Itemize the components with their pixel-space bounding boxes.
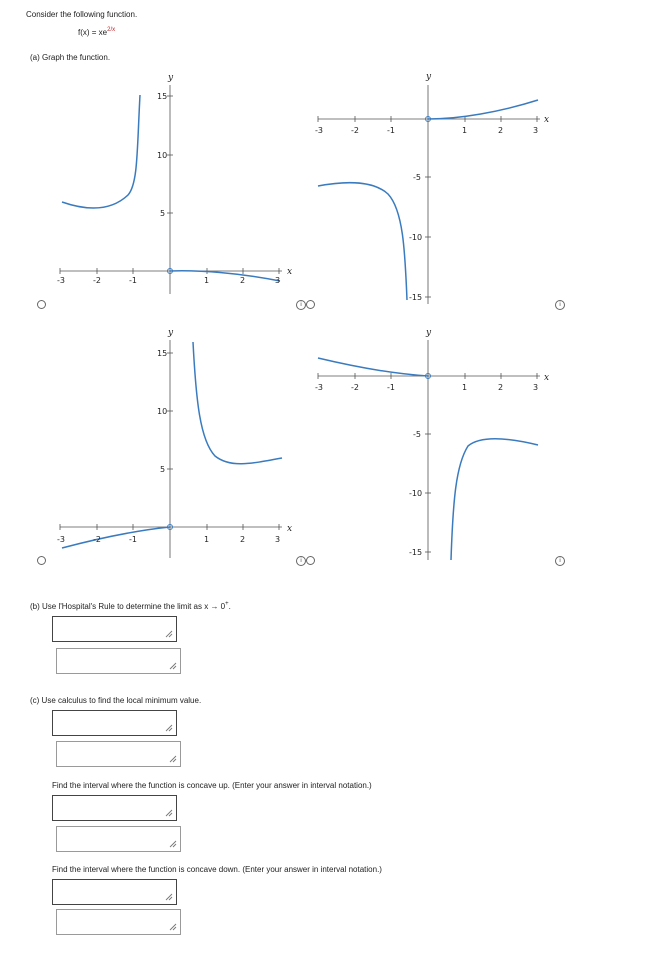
- function-definition: [78, 28, 115, 37]
- concave-up-input[interactable]: [52, 795, 177, 821]
- info-icon[interactable]: i: [555, 300, 565, 310]
- concave-down-prompt: Find the interval where the function is concave down. (Enter your answer in interval notation.): [52, 865, 382, 874]
- graph-top-left-radio[interactable]: [37, 300, 46, 309]
- resize-handle-icon[interactable]: [165, 724, 173, 732]
- resize-handle-icon[interactable]: [165, 809, 173, 817]
- resize-handle-icon[interactable]: [169, 755, 177, 763]
- answer-input[interactable]: [56, 648, 181, 674]
- y-tick-label: -15: [409, 293, 423, 302]
- axes: [318, 340, 540, 560]
- part-b-label: [30, 602, 231, 611]
- y-tick-label: -5: [413, 430, 421, 439]
- concave-down-input[interactable]: [56, 909, 181, 935]
- curve: [451, 439, 538, 560]
- info-icon[interactable]: i: [296, 300, 306, 310]
- x-axis-label: x: [544, 373, 550, 383]
- graph-bottom-right: [310, 325, 560, 565]
- x-tick-label: 1: [462, 383, 468, 392]
- axes: [60, 340, 282, 558]
- curve: [318, 358, 428, 376]
- x-tick-label: -1: [387, 383, 395, 392]
- x-tick-label: 2: [498, 126, 504, 135]
- part-a-label: (a) Graph the function.: [30, 53, 111, 62]
- axes: [60, 85, 282, 294]
- curve: [62, 527, 170, 548]
- x-tick-label: -3: [57, 276, 65, 285]
- x-tick-label: -3: [315, 126, 323, 135]
- resize-handle-icon[interactable]: [169, 923, 177, 931]
- x-tick-label: 3: [533, 126, 539, 135]
- graph-top-right: [310, 70, 560, 305]
- y-axis-label: y: [168, 73, 174, 83]
- curve: [170, 271, 280, 281]
- x-tick-label: -3: [315, 383, 323, 392]
- x-tick-label: 1: [204, 276, 210, 285]
- y-tick-label: 15: [157, 349, 168, 358]
- y-tick-label: -10: [409, 489, 423, 498]
- x-axis-label: x: [544, 115, 550, 125]
- part-b-label-sup: +: [225, 601, 229, 607]
- graph-bottom-left-radio[interactable]: [37, 556, 46, 565]
- y-tick-label: 10: [157, 151, 168, 160]
- curve: [428, 100, 538, 119]
- part-b-label-text: (b) Use l'Hospital's Rule to determine the limit as x → 0: [30, 602, 226, 611]
- x-tick-label: 2: [240, 535, 246, 544]
- part-b-label-end: .: [228, 602, 231, 611]
- x-tick-label: -2: [93, 276, 101, 285]
- info-icon[interactable]: i: [296, 556, 306, 566]
- x-tick-label: 2: [498, 383, 504, 392]
- y-tick-label: 5: [160, 209, 166, 218]
- curve: [193, 342, 282, 464]
- x-tick-label: -1: [129, 276, 137, 285]
- y-tick-label: -10: [409, 233, 423, 242]
- y-axis-label: y: [168, 328, 174, 338]
- x-tick-label: -2: [351, 126, 359, 135]
- x-tick-label: 2: [240, 276, 246, 285]
- y-axis-label: y: [426, 72, 432, 82]
- x-tick-label: 1: [204, 535, 210, 544]
- y-tick-label: 5: [160, 465, 166, 474]
- resize-handle-icon[interactable]: [169, 840, 177, 848]
- curve: [62, 95, 140, 208]
- info-icon[interactable]: i: [555, 556, 565, 566]
- x-tick-label: -2: [93, 535, 101, 544]
- graph-bottom-left: [40, 325, 300, 560]
- graph-top-left: [40, 70, 300, 300]
- resize-handle-icon[interactable]: [165, 893, 173, 901]
- x-tick-label: -3: [57, 535, 65, 544]
- x-axis-label: x: [287, 524, 293, 534]
- y-tick-label: 10: [157, 407, 168, 416]
- x-tick-label: 3: [533, 383, 539, 392]
- y-tick-label: 15: [157, 92, 168, 101]
- answer-input[interactable]: [52, 616, 177, 642]
- x-tick-label: -1: [387, 126, 395, 135]
- x-tick-label: 1: [462, 126, 468, 135]
- x-tick-label: -2: [351, 383, 359, 392]
- question-intro: Consider the following function.: [26, 10, 138, 19]
- local-min-input[interactable]: [56, 741, 181, 767]
- function-lhs: f(x) = xe: [78, 28, 108, 37]
- resize-handle-icon[interactable]: [165, 630, 173, 638]
- x-axis-label: x: [287, 267, 293, 277]
- axes: [318, 85, 540, 304]
- x-tick-label: 3: [275, 276, 281, 285]
- concave-down-input[interactable]: [52, 879, 177, 905]
- part-c-label: (c) Use calculus to find the local minimum value.: [30, 696, 202, 705]
- y-tick-label: -5: [413, 173, 421, 182]
- resize-handle-icon[interactable]: [169, 662, 177, 670]
- curve: [318, 183, 407, 300]
- x-tick-label: -1: [129, 535, 137, 544]
- concave-up-prompt: Find the interval where the function is concave up. (Enter your answer in interval notation.): [52, 781, 372, 790]
- local-min-input[interactable]: [52, 710, 177, 736]
- function-exponent: 2/x: [107, 27, 116, 33]
- y-tick-label: -15: [409, 548, 423, 557]
- concave-up-input[interactable]: [56, 826, 181, 852]
- x-tick-label: 3: [275, 535, 281, 544]
- y-axis-label: y: [426, 328, 432, 338]
